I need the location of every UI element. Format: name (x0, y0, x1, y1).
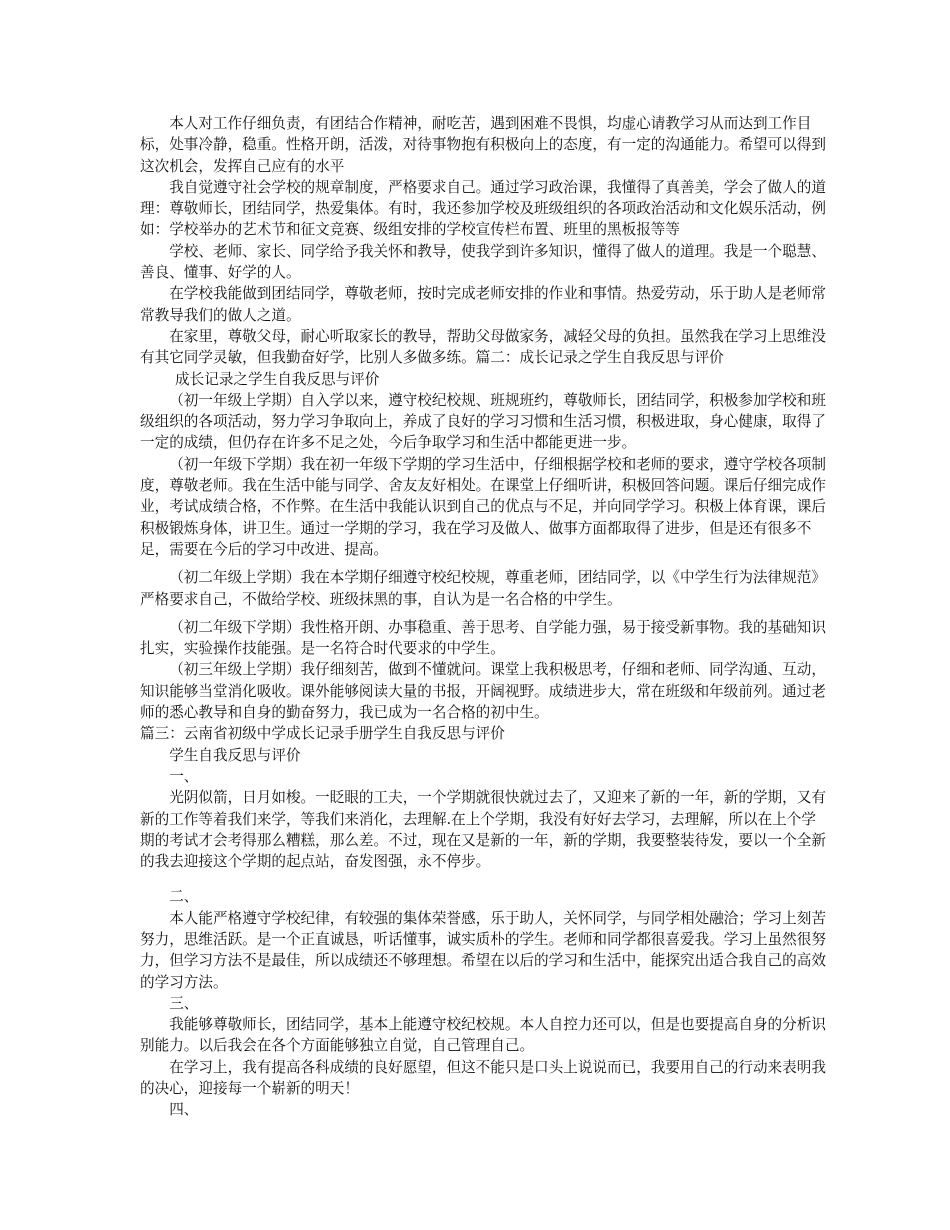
paragraph-part-three-a: 我能够尊敬师长，团结同学，基本上能遵守校纪校规。本人自控力还可以，但是也要提高自身的分析识别能力。以后我会在各个方面能够独立自觉，自己管理自己。 (140, 1016, 826, 1055)
section-heading-2: 成长记录之学生自我反思与评价 (175, 370, 380, 388)
numeral-two: 二、 (169, 888, 199, 906)
paragraph-grade8-term2: （初二年级下学期）我性格开朗、办事稳重、善于思考、自学能力强，易于接受新事物。我的基础知识扎实，实验操作技能强。是一名符合时代要求的中学生。 (140, 618, 826, 658)
paragraph-1: 本人对工作仔细负责，有团结合作精神，耐吃苦，遇到困难不畏惧，均虚心请教学习从而达到工作目标，处事冷静，稳重。性格开朗，活泼，对待事物抱有积极向上的态度，有一定的沟通能力。希望可以得到这次机会，发挥自己应有的水平 (140, 115, 826, 175)
paragraph-grade9-term1: （初三年级上学期）我仔细刻苦，做到不懂就问。课堂上我积极思考，仔细和老师、同学沟通、互动，知识能够当堂消化吸收。课外能够阅读大量的书报，开阔视野。成绩进步大，常在班级和年级前列。通过老师的悉心教导和自身的勤奋努力，我已成为一名合格的初中生。 (140, 661, 826, 722)
paragraph-5: 在家里，尊敬父母，耐心听取家长的教导，帮助父母做家务，减轻父母的负担。虽然我在学习上思维没有其它同学灵敏，但我勤奋好学，比别人多做多练。篇二：成长记录之学生自我反思与评价 (140, 327, 826, 367)
paragraph-part-two: 本人能严格遵守学校纪律，有较强的集体荣誉感，乐于助人，关怀同学，与同学相处融洽；学习上刻苦努力，思维活跃。是一个正直诚恳，听话懂事，诚实质朴的学生。老师和同学都很喜爱我。学习上虽然很努力，但学习方法不是最佳，所以成绩还不够理想。希望在以后的学习和生活中，能探究出适合我自己的高效的学习方法。 (140, 909, 826, 991)
paragraph-2: 我自觉遵守社会学校的规章制度，严格要求自己。通过学习政治课，我懂得了真善美，学会了做人的道理：尊敬师长，团结同学，热爱集体。有时，我还参加学校及班级组织的各项政治活动和文化娱乐活动，例如：学校举办的艺术节和征文竞赛、级组安排的学校宣传栏布置、班里的黑板报等等 (140, 178, 826, 239)
section-subtitle-3: 学生自我反思与评价 (169, 746, 301, 764)
numeral-one: 一、 (169, 767, 199, 785)
numeral-four: 四、 (169, 1101, 199, 1119)
paragraph-part-one: 光阴似箭，日月如梭。一眨眼的工夫，一个学期就很快就过去了，又迎来了新的一年，新的学期，又有新的工作等着我们来学，等我们来消化，去理解.在上个学期，我没有好好去学习，去理解，所以在上个学期的考试才会考得那么糟糕，那么差。不过，现在又是新的一年，新的学期，我要整装待发，要以一个全新的我去迎接这个学期的起点站，奋发图强，永不停步。 (140, 789, 826, 871)
numeral-three: 三、 (169, 994, 199, 1012)
paragraph-grade7-term2: （初一年级下学期）我在初一年级下学期的学习生活中，仔细根据学校和老师的要求，遵守学校各项制度，尊敬老师。我在生活中能与同学、舍友友好相处。在课堂上仔细听讲，积极回答问题。课后仔细完成作业，考试成绩合格，不作弊。在生活中我能认识到自己的优点与不足，并向同学学习。积极上体育课，课后积极锻炼身体，讲卫生。通过一学期的学习，我在学习及做人、做事方面都取得了进步，但是还有很多不足，需要在今后的学习中改进、提高。 (140, 455, 826, 558)
paragraph-4: 在学校我能做到团结同学，尊敬老师，按时完成老师安排的作业和事情。热爱劳动，乐于助人是老师常常教导我们的做人之道。 (140, 285, 826, 324)
paragraph-grade8-term1: （初二年级上学期）我在本学期仔细遵守校纪校规，尊重老师，团结同学，以《中学生行为法律规范》严格要求自己，不做给学校、班级抹黑的事，自认为是一名合格的中学生。 (140, 569, 826, 608)
paragraph-3: 学校、老师、家长、同学给予我关怀和教导，使我学到许多知识，懂得了做人的道理。我是一个聪慧、善良、懂事、好学的人。 (140, 242, 826, 282)
section-title-3: 篇三：云南省初级中学成长记录手册学生自我反思与评价 (140, 725, 505, 743)
paragraph-part-three-b: 在学习上，我有提高各科成绩的良好愿望，但这不能只是口头上说说而已，我要用自己的行动来表明我的决心，迎接每一个崭新的明天！ (140, 1058, 826, 1098)
paragraph-grade7-term1: （初一年级上学期）自入学以来，遵守校纪校规、班规班约，尊敬师长，团结同学，积极参加学校和班级组织的各项活动，努力学习争取向上，养成了良好的学习习惯和生活习惯，积极进取，身心健康，取得了一定的成绩，但仍存在许多不足之处，今后争取学习和生活中都能更进一步。 (140, 391, 826, 452)
